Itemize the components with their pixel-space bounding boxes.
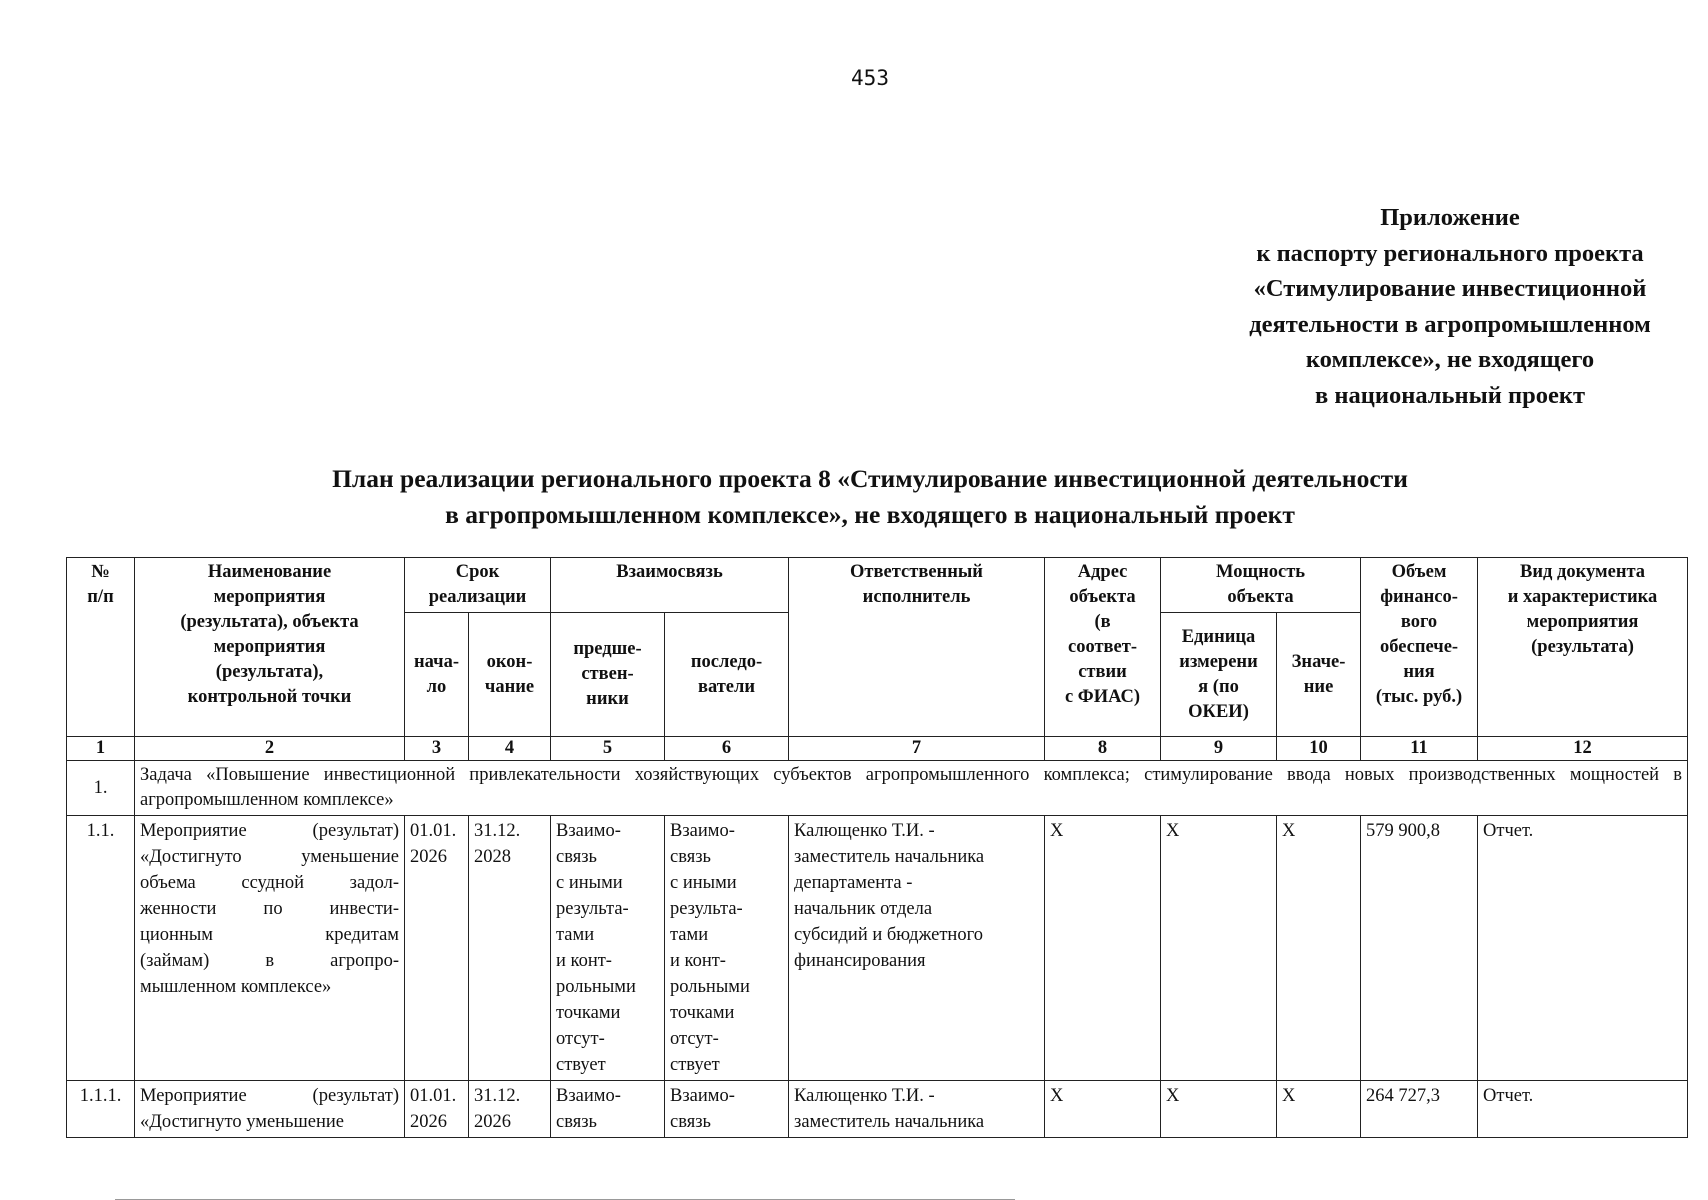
cell-line: субсидий и бюджетного	[794, 925, 983, 945]
cell-line: 01.01.	[410, 821, 457, 841]
cell-line: соответ-	[1068, 637, 1138, 657]
column-number: 7	[789, 737, 1045, 761]
cell-line: 2026	[474, 1112, 511, 1132]
column-number: 8	[1045, 737, 1161, 761]
cell-line: отсут-	[556, 1029, 605, 1049]
cell-line: Калющенко Т.И. -	[794, 821, 935, 841]
cell-line: ОКЕИ)	[1188, 701, 1249, 722]
cell-line: с ФИАС)	[1064, 687, 1141, 707]
header-name	[135, 558, 405, 737]
cell-line: Взаимо-	[670, 821, 735, 841]
cell-line: точками	[556, 1003, 621, 1023]
cell-line: предше-	[573, 639, 642, 659]
cell-line: ния	[1403, 662, 1435, 682]
header-capacity-value	[1277, 613, 1361, 737]
appendix-line: Приложение	[1380, 204, 1520, 231]
appendix-line: к паспорту регионального проекта	[1256, 239, 1644, 267]
cell-line: 2026	[410, 1112, 447, 1132]
cell-line: 2028	[474, 847, 511, 867]
cell-line: мероприятия	[1526, 612, 1639, 632]
row-unit: X	[1161, 816, 1277, 1081]
row-unit: X	[1161, 1081, 1277, 1138]
column-number: 12	[1478, 737, 1688, 761]
cell-line: ние	[1303, 676, 1334, 697]
row-end	[469, 1081, 551, 1138]
header-finance	[1361, 558, 1478, 737]
cell-line: обеспече-	[1379, 637, 1459, 657]
cell-line: связь	[556, 847, 597, 867]
cell-line: 2026	[410, 847, 447, 867]
cell-line: ствует	[556, 1055, 606, 1075]
row-doc: Отчет.	[1478, 1081, 1688, 1138]
cell-line: и конт-	[670, 951, 726, 971]
row-num: 1.1.1.	[67, 1081, 135, 1138]
row-end	[469, 816, 551, 1081]
row-finance: 264 727,3	[1361, 1081, 1478, 1138]
task-text: Задача «Повышение инвестиционной привлекательности хозяйствующих субъектов агропромышленного комплекса; стимулирование ввода новых производственных мощностей в агропромышленном комплексе»	[135, 761, 1688, 816]
column-number: 1	[67, 737, 135, 761]
appendix-heading	[1190, 200, 1708, 413]
cell-line: объема ссудной задол-	[140, 873, 399, 893]
plan-title	[120, 461, 1620, 533]
cell-line: контрольной точки	[187, 687, 352, 707]
row-value: X	[1277, 1081, 1361, 1138]
cell-line: финансирования	[794, 951, 926, 971]
cell-line: ники	[586, 689, 629, 709]
row-name	[135, 1081, 405, 1138]
row-start	[405, 816, 469, 1081]
column-number: 10	[1277, 737, 1361, 761]
header-term	[405, 558, 551, 613]
cell-line: 01.01.	[410, 1086, 457, 1106]
header-term-end	[469, 613, 551, 737]
cell-line: Мероприятие (результат)	[140, 821, 399, 841]
cell-line: женности по инвести-	[140, 899, 399, 919]
row-value: X	[1277, 816, 1361, 1081]
cell-line: Ответственный	[850, 562, 983, 582]
appendix-line: «Стимулирование инвестиционной	[1253, 275, 1647, 302]
cell-line: заместитель начальника	[794, 847, 985, 867]
cell-line: рольными	[670, 977, 750, 997]
cell-line: нача-	[413, 651, 459, 672]
cell-line: (в	[1094, 612, 1111, 632]
header-address	[1045, 558, 1161, 737]
cell-line: начальник отдела	[794, 899, 933, 919]
column-number-row	[67, 737, 1688, 761]
cell-line: ствии	[1078, 662, 1127, 682]
cell-line: тами	[670, 925, 709, 945]
cell-line: (тыс. руб.)	[1375, 687, 1463, 707]
row-start	[405, 1081, 469, 1138]
cell-line: Мероприятие (результат)	[140, 1086, 399, 1106]
task-row	[67, 761, 1688, 816]
column-number: 5	[551, 737, 665, 761]
cell-line: с иными	[556, 873, 623, 893]
cell-line: и характеристика	[1507, 587, 1658, 607]
row-doc: Отчет.	[1478, 816, 1688, 1081]
header-doc	[1478, 558, 1688, 737]
cell-line: «Достигнуто уменьшение	[140, 847, 399, 867]
cell-line: реализации	[428, 587, 527, 607]
header-capacity	[1161, 558, 1361, 613]
cell-line: с иными	[670, 873, 737, 893]
cell-line: последо-	[690, 651, 763, 672]
cell-line: точками	[670, 1003, 735, 1023]
cell-line: ствен-	[581, 664, 634, 684]
plan-title-line: в агропромышленном комплексе», не входящего в национальный проект	[445, 500, 1295, 529]
row-successors	[665, 816, 789, 1081]
cell-line: (результата), объекта	[180, 612, 359, 632]
cell-line: вого	[1400, 612, 1438, 632]
cell-line: Взаимо-	[556, 821, 621, 841]
cell-line: результа-	[670, 899, 743, 919]
cell-line: результа-	[556, 899, 629, 919]
cell-line: Адрес	[1077, 562, 1128, 582]
cell-line: измерени	[1179, 651, 1258, 672]
cell-line: ствует	[670, 1055, 720, 1075]
cell-line: Наименование	[207, 562, 332, 582]
cell-line: исполнитель	[862, 587, 971, 607]
task-num: 1.	[67, 761, 135, 816]
cell-line: отсут-	[670, 1029, 719, 1049]
row-finance: 579 900,8	[1361, 816, 1478, 1081]
cell-line: чание	[484, 676, 535, 697]
cell-line: ло	[426, 676, 447, 697]
cell-line: связь	[670, 847, 711, 867]
cell-line: п/п	[87, 587, 114, 607]
cell-line: мероприятия	[213, 587, 326, 607]
column-number: 4	[469, 737, 551, 761]
cell-line: объекта	[1069, 587, 1136, 607]
row-address: X	[1045, 816, 1161, 1081]
cell-line: (результата),	[215, 662, 324, 682]
header-term-start	[405, 613, 469, 737]
cell-line: Значе-	[1291, 651, 1346, 672]
header-row-top	[67, 558, 1688, 613]
cell-line: заместитель начальника	[794, 1112, 985, 1132]
table-row	[67, 1081, 1688, 1138]
cell-line: Объем	[1391, 562, 1447, 582]
header-responsible	[789, 558, 1045, 737]
cell-line: ционным кредитам	[140, 925, 399, 945]
cell-line: (результата)	[1531, 637, 1634, 657]
cell-line: объекта	[1227, 587, 1294, 607]
cell-line: Единица	[1181, 626, 1256, 647]
cell-line: Взаимо-	[670, 1086, 735, 1106]
cell-line: Мощность	[1215, 562, 1306, 582]
cell-line: я (по	[1198, 676, 1239, 697]
plan-table	[66, 557, 1688, 1138]
appendix-line: деятельности в агропромышленном	[1249, 310, 1651, 338]
cell-line: рольными	[556, 977, 636, 997]
header-link: Взаимосвязь	[551, 558, 789, 613]
header-link-pred	[551, 613, 665, 737]
cell-line: департамента -	[794, 873, 913, 893]
cell-line: 31.12.	[474, 821, 521, 841]
cell-line: ватели	[697, 676, 756, 697]
cell-line: финансо-	[1380, 587, 1458, 607]
cell-line: 31.12.	[474, 1086, 521, 1106]
appendix-line: в национальный проект	[1315, 381, 1585, 409]
cell-line: (займам) в агропро-	[140, 951, 399, 971]
cell-line: Вид документа	[1520, 562, 1646, 582]
cell-line: мышленном комплексе»	[140, 977, 332, 997]
page-number: 453	[851, 66, 889, 90]
appendix-line: комплексе», не входящего	[1305, 346, 1595, 373]
cell-line: Калющенко Т.И. -	[794, 1086, 935, 1106]
cell-line: тами	[556, 925, 595, 945]
cell-line: мероприятия	[213, 637, 326, 657]
header-capacity-unit	[1161, 613, 1277, 737]
row-address: X	[1045, 1081, 1161, 1138]
cell-line: Срок	[455, 562, 500, 582]
plan-title-line: План реализации регионального проекта 8 «Стимулирование инвестиционной деятельности	[332, 464, 1408, 493]
table-row	[67, 816, 1688, 1081]
cell-line: Взаимо-	[556, 1086, 621, 1106]
column-number: 6	[665, 737, 789, 761]
column-number: 3	[405, 737, 469, 761]
row-predecessors	[551, 816, 665, 1081]
row-successors	[665, 1081, 789, 1138]
cell-line: окон-	[486, 651, 533, 672]
row-responsible	[789, 816, 1045, 1081]
cell-line: связь	[670, 1112, 711, 1132]
column-number: 2	[135, 737, 405, 761]
cell-line: и конт-	[556, 951, 612, 971]
row-responsible	[789, 1081, 1045, 1138]
header-num	[67, 558, 135, 737]
column-number: 9	[1161, 737, 1277, 761]
cell-line: «Достигнуто уменьшение	[140, 1112, 344, 1132]
row-name	[135, 816, 405, 1081]
cell-line: №	[91, 562, 110, 582]
cell-line: связь	[556, 1112, 597, 1132]
header-link-succ	[665, 613, 789, 737]
row-num: 1.1.	[67, 816, 135, 1081]
column-number: 11	[1361, 737, 1478, 761]
row-predecessors	[551, 1081, 665, 1138]
